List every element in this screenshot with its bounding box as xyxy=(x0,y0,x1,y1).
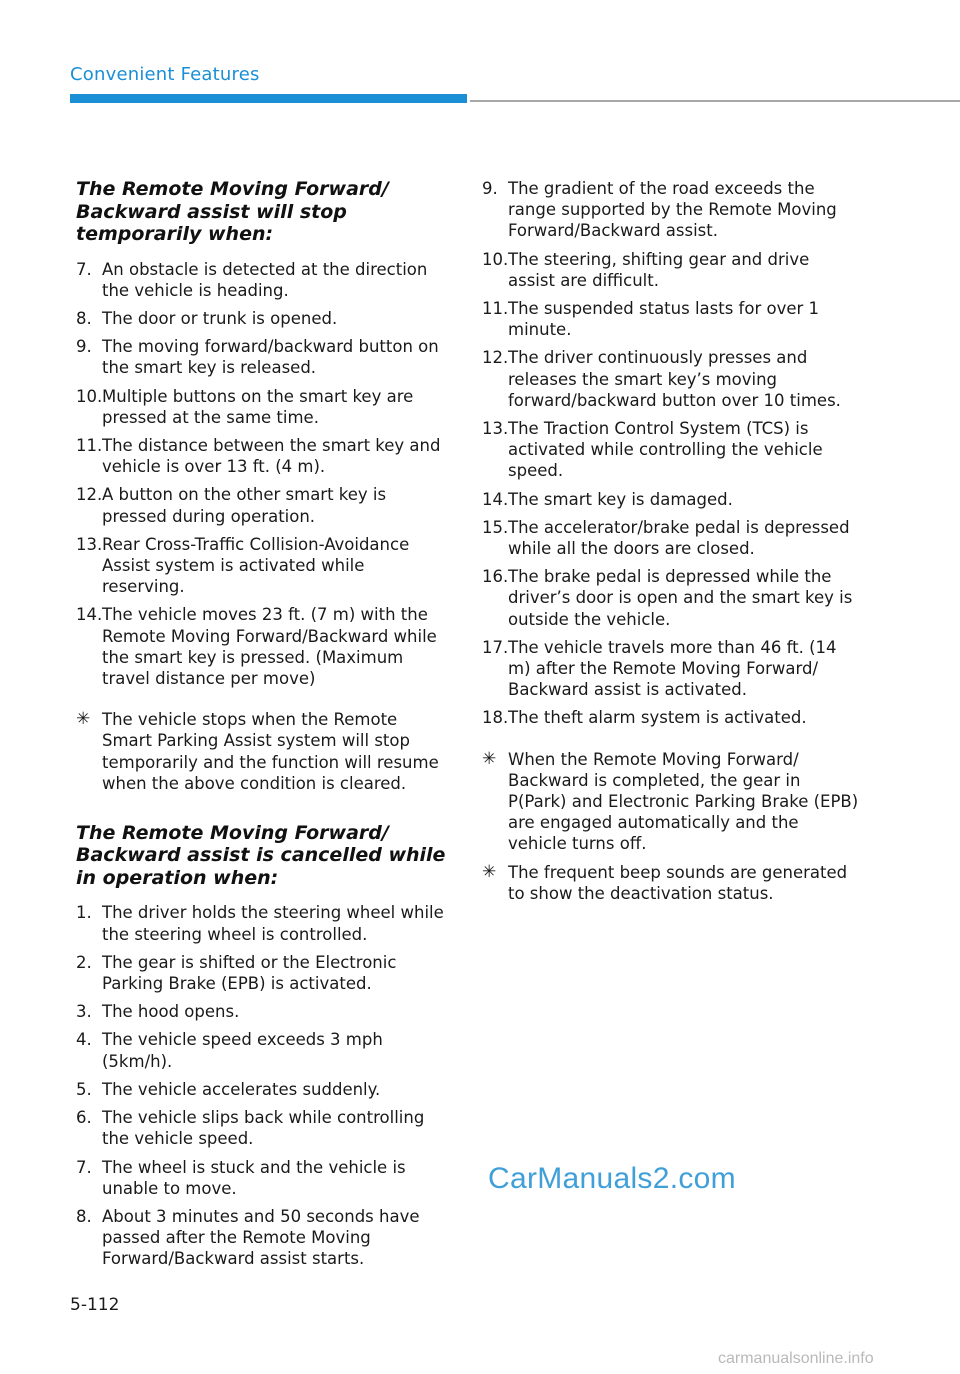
list-item-text: Multiple buttons on the smart key are pressed at the same time. xyxy=(102,386,414,427)
list-item-number: 12. xyxy=(482,348,509,368)
cancel-list-continued xyxy=(482,178,860,729)
note-text: The vehicle stops when the Remote Smart Parking Assist system will stop temporarily and the function will resume when the above condition is cleared. xyxy=(102,710,439,793)
list-item xyxy=(482,566,860,630)
list-item xyxy=(76,259,448,301)
list-item-number: 5. xyxy=(76,1079,92,1099)
list-item xyxy=(482,637,860,701)
header-accent-bar xyxy=(70,94,467,103)
list-item-text: The theft alarm system is activated. xyxy=(508,708,807,728)
list-item-text: The hood opens. xyxy=(102,1002,240,1022)
list-item xyxy=(76,952,448,994)
list-item-text: The driver holds the steering wheel while the steering wheel is controlled. xyxy=(102,903,444,944)
list-item-number: 7. xyxy=(76,1157,92,1177)
list-item-text: The gradient of the road exceeds the range supported by the Remote Moving Forward/Backward assist. xyxy=(508,179,837,241)
list-item-text: A button on the other smart key is pressed during operation. xyxy=(102,485,387,526)
list-item xyxy=(76,1206,448,1270)
list-item-number: 6. xyxy=(76,1108,92,1128)
list-item-number: 18. xyxy=(482,708,509,728)
asterisk-icon: ✳ xyxy=(76,709,91,730)
list-item-number: 16. xyxy=(482,567,509,587)
note-text: The frequent beep sounds are generated to show the deactivation status. xyxy=(508,862,848,903)
list-item-number: 14. xyxy=(76,605,103,625)
list-item-number: 13. xyxy=(76,534,103,554)
list-item xyxy=(76,534,448,598)
list-item xyxy=(76,435,448,477)
list-item-number: 11. xyxy=(482,299,509,319)
list-item xyxy=(76,1029,448,1071)
stop-notes xyxy=(76,709,448,794)
list-item-number: 12. xyxy=(76,485,103,505)
list-item-number: 2. xyxy=(76,952,92,972)
list-item-text: The vehicle travels more than 46 ft. (14 m) after the Remote Moving Forward/ Backward assist is activated. xyxy=(508,637,837,700)
stop-heading: The Remote Moving Forward/ Backward assist will stop temporarily when: xyxy=(76,178,389,245)
note-item xyxy=(482,862,860,904)
list-item-number: 8. xyxy=(76,308,92,328)
stop-list xyxy=(76,259,448,690)
list-item-text: The vehicle moves 23 ft. (7 m) with the Remote Moving Forward/Backward while the smart key is pressed. (Maximum travel distance per move) xyxy=(102,605,437,688)
list-item-text: The distance between the smart key and vehicle is over 13 ft. (4 m). xyxy=(102,435,441,477)
footer-watermark: carmanualsonline.info xyxy=(718,1350,874,1367)
cancel-section xyxy=(76,822,448,1270)
list-item-number: 17. xyxy=(482,637,509,657)
list-item xyxy=(482,178,860,242)
list-item-text: The vehicle accelerates suddenly. xyxy=(102,1079,381,1099)
list-item xyxy=(76,902,448,944)
list-item-number: 3. xyxy=(76,1002,92,1022)
note-text: When the Remote Moving Forward/ Backward is completed, the gear in P(Park) and Electronic Parking Brake (EPB) are engaged automatically and the vehicle turns off. xyxy=(508,749,859,854)
list-item xyxy=(76,336,448,378)
list-item-text: An obstacle is detected at the direction the vehicle is heading. xyxy=(102,259,428,300)
list-item-text: Rear Cross-Traffic Collision-Avoidance Assist system is activated while reserving. xyxy=(102,534,410,597)
list-item-number: 14. xyxy=(482,489,509,509)
cancel-heading: The Remote Moving Forward/ Backward assist is cancelled while in operation when: xyxy=(76,821,446,889)
list-item xyxy=(76,604,448,689)
list-item-number: 10. xyxy=(76,386,103,406)
list-item-number: 4. xyxy=(76,1030,92,1050)
list-item xyxy=(482,347,860,411)
asterisk-icon: ✳ xyxy=(482,748,497,769)
list-item-number: 7. xyxy=(76,259,92,279)
list-item xyxy=(76,1079,448,1100)
list-item-text: The wheel is stuck and the vehicle is unable to move. xyxy=(102,1157,406,1198)
list-item xyxy=(76,484,448,526)
list-item-text: About 3 minutes and 50 seconds have passed after the Remote Moving Forward/Backward assist starts. xyxy=(102,1206,420,1269)
list-item-text: The driver continuously presses and releases the smart key’s moving forward/backward button over 10 times. xyxy=(508,348,841,410)
note-item xyxy=(482,749,860,855)
right-column xyxy=(482,178,860,911)
left-column xyxy=(76,178,448,1277)
list-item-text: The Traction Control System (TCS) is activated while controlling the vehicle speed. xyxy=(508,419,823,481)
list-item xyxy=(482,517,860,559)
asterisk-icon: ✳ xyxy=(482,861,497,882)
list-item-number: 9. xyxy=(76,337,92,357)
list-item-number: 11. xyxy=(76,435,103,455)
cancel-list xyxy=(76,902,448,1269)
list-item-text: The door or trunk is opened. xyxy=(102,308,338,328)
list-item xyxy=(482,707,860,728)
list-item-text: The steering, shifting gear and drive assist are difficult. xyxy=(508,249,810,290)
list-item-text: The brake pedal is depressed while the driver’s door is open and the smart key is outside the vehicle. xyxy=(508,567,853,629)
header-rule xyxy=(470,100,960,102)
list-item xyxy=(482,418,860,482)
list-item xyxy=(76,1001,448,1022)
list-item xyxy=(482,298,860,340)
list-item-text: The vehicle speed exceeds 3 mph (5km/h). xyxy=(102,1030,383,1071)
list-item-text: The vehicle slips back while controlling the vehicle speed. xyxy=(102,1108,425,1149)
note-item xyxy=(76,709,448,794)
list-item xyxy=(76,308,448,329)
list-item xyxy=(76,386,448,428)
watermark: CarManuals2.com xyxy=(488,1162,736,1195)
list-item-number: 9. xyxy=(482,179,498,198)
list-item-number: 10. xyxy=(482,249,509,269)
page-number: 5-112 xyxy=(70,1295,120,1315)
list-item-number: 8. xyxy=(76,1206,92,1226)
list-item-number: 13. xyxy=(482,419,509,439)
list-item xyxy=(482,489,860,510)
list-item-text: The moving forward/backward button on the smart key is released. xyxy=(102,337,439,378)
section-title: Convenient Features xyxy=(70,64,260,85)
list-item xyxy=(76,1157,448,1199)
list-item-text: The smart key is damaged. xyxy=(508,489,733,509)
list-item-number: 1. xyxy=(76,903,92,923)
list-item xyxy=(482,249,860,291)
list-item-text: The gear is shifted or the Electronic Parking Brake (EPB) is activated. xyxy=(102,952,397,994)
list-item-number: 15. xyxy=(482,517,509,537)
list-item-text: The accelerator/brake pedal is depressed while all the doors are closed. xyxy=(508,517,850,559)
cancel-notes xyxy=(482,749,860,904)
list-item xyxy=(76,1107,448,1149)
list-item-text: The suspended status lasts for over 1 minute. xyxy=(508,299,820,340)
